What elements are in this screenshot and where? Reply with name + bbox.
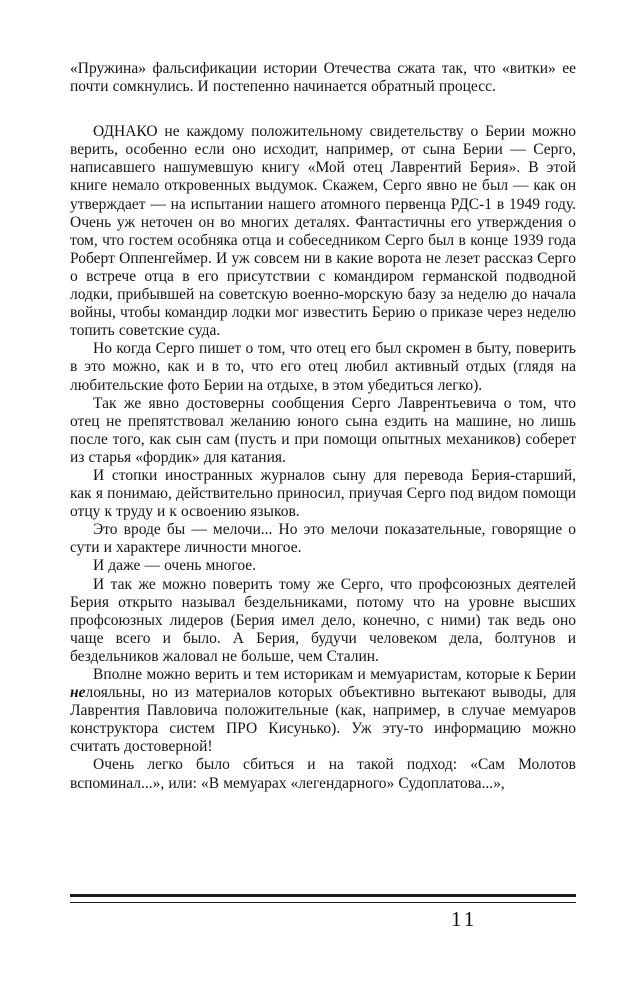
paragraph-1: «Пружина» фальсификации истории Отечества сжата так, что «витки» ее почти сомкнулись. И постепенно начинается обратный процесс. [70,60,576,96]
footer-rule-thin [70,902,576,903]
paragraph-9 [70,666,576,756]
paragraph-4: Так же явно достоверны сообщения Серго Лаврентьевича о том, что отец не препятствовал желанию юного сына ездить на машине, но лишь после того, как сын сам (пусть и при помощи опытных механиков) соберет из старья «фордик» для катания. [70,394,576,466]
paragraph-6: Это вроде бы — мелочи... Но это мелочи показательные, говорящие о сути и характере личности многое. [70,521,576,557]
footer-rules [70,894,576,903]
paragraph-10: Очень легко было сбиться и на такой подход: «Сам Молотов вспоминал...», или: «В мемуарах «легендарного» Судоплатова...», [70,756,576,792]
paragraph-9-after: лояльны, но из материалов которых объективно вытекают выводы, для Лаврентия Павловича положительные (как, например, в случае мемуаров конструктора систем ПРО Кисунько). Уж эту-то информацию можно считать достоверной! [70,684,576,756]
paragraph-9-emphasis: не [70,684,86,702]
text-block [70,60,576,793]
paragraph-3: Но когда Серго пишет о том, что отец его был скромен в быту, поверить в это можно, как и в то, что его отец любил активный отдых (глядя на любительские фото Берии на отдыхе, в этом убедиться легко). [70,340,576,394]
paragraph-9-before: Вполне можно верить и тем историкам и мемуаристам, которые к Берии [93,666,576,683]
footer-rule-thick [70,894,576,897]
paragraph-8: И так же можно поверить тому же Серго, что профсоюзных деятелей Берия открыто называл бездельниками, потому что на уровне высших профсоюзных лидеров (Берия имел дело, конечно, с ними) так ведь оно чаще всего и было. А Берия, будучи человеком дела, болтунов и бездельников жаловал не больше, чем Сталин. [70,575,576,665]
paragraph-7: И даже — очень многое. [93,557,257,575]
page-number: 11 [451,907,478,931]
paragraph-5: И стопки иностранных журналов сыну для перевода Берия-старший, как я понимаю, действительно приносил, приучая Серго под видом помощи отцу к труду и к освоению языков. [70,466,576,521]
paragraph-2: ОДНАКО не каждому положительному свидетельству о Берии можно верить, особенно если оно исходит, например, от сына Берии — Серго, написавшего нашумевшую книгу «Мой отец Лаврентий Берия». В этой книге немало откровенных выдумок. Скажем, Серго явно не был — как он утверждает — на испытании нашего атомного первенца РДС-1 в 1949 году. Очень уж неточен он во многих деталях. Фантастичны его утверждения о том, что гостем особняка отца и собеседником Серго был в конце 1939 года Роберт Оппенгеймер. И уж совсем ни в какие ворота не лезет рассказ Серго о встрече отца в его присутствии с командиром германской подводной лодки, прибывшей на советскую военно-морскую базу за неделю до начала войны, чтобы командир лодки мог известить Берию о приказе через неделю топить советские суда. [70,123,576,340]
